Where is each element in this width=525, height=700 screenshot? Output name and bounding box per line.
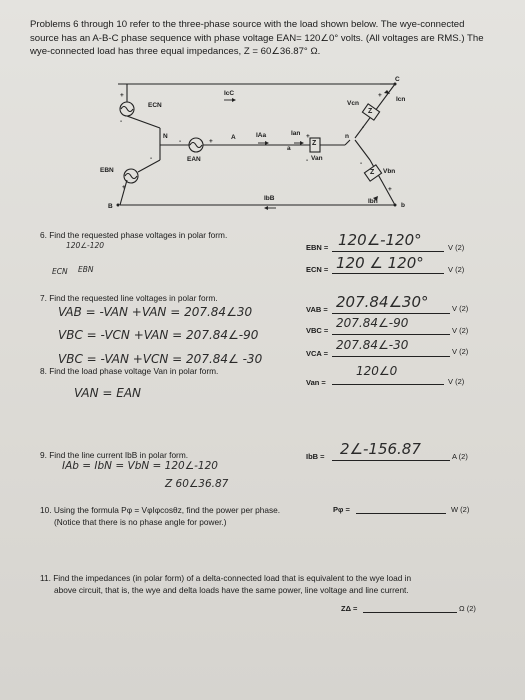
q6-ecn-answer: 120 ∠ 120°	[336, 254, 424, 272]
q11-unit: Ω (2)	[459, 604, 476, 613]
polarity-minus: -	[120, 118, 123, 125]
label-node-n: n	[345, 133, 349, 140]
q11-z-blank	[363, 612, 457, 613]
label-z-an: Z	[312, 140, 317, 147]
q7-vab-blank	[332, 313, 450, 314]
q9-ibb-answer: 2∠-156.87	[340, 440, 421, 458]
q7-unit-3: V (2)	[452, 347, 469, 356]
polarity-minus: -	[362, 124, 365, 131]
q7-vab-answer: 207.84∠30°	[336, 293, 429, 311]
q7-work-3: VBC = -VAN +VCN = 207.84∠ -30	[58, 352, 263, 366]
q7-vbc-blank	[332, 334, 450, 335]
q8-van-label: Van =	[306, 378, 326, 387]
q6-unit-1: V (2)	[448, 243, 465, 252]
intro-line-2: source has an A-B-C phase sequence with phase voltage EAN= 120∠0° volts. (All voltages are RMS.) The	[30, 32, 484, 44]
three-phase-circuit-diagram	[0, 0, 525, 230]
polarity-plus: +	[388, 186, 392, 193]
label-node-c: C	[395, 76, 400, 83]
q6-work-1: 120∠-120	[66, 241, 105, 250]
polarity-plus: +	[209, 138, 213, 145]
polarity-plus: +	[122, 184, 126, 191]
label-current-icn: Icn	[396, 96, 406, 103]
q10-p-blank	[356, 513, 446, 514]
q10-p-label: Pφ =	[333, 505, 350, 514]
q6-ecn-blank	[332, 273, 444, 274]
q9-ibb-label: IbB =	[306, 452, 325, 461]
polarity-minus: -	[306, 157, 309, 164]
label-voltage-vcn: Vcn	[347, 100, 359, 107]
label-current-ian: Ian	[291, 130, 301, 137]
q7-vbc-label: VBC =	[306, 326, 329, 335]
q6-ebn-blank	[332, 251, 444, 252]
q7-unit-1: V (2)	[452, 304, 469, 313]
label-node-b-load: b	[401, 202, 405, 209]
label-current-ibb: IbB	[264, 195, 275, 202]
q9-unit: A (2)	[452, 452, 468, 461]
q7-vca-label: VCA =	[306, 349, 329, 358]
q7-work-1: VAB = -VAN +VAN = 207.84∠30	[58, 305, 253, 319]
q10-unit: W (2)	[451, 505, 470, 514]
label-source-ebn: EBN	[100, 167, 114, 174]
label-z-cn: Z	[368, 108, 373, 115]
label-z-bn: Z	[370, 169, 375, 176]
label-source-ean: EAN	[187, 156, 201, 163]
label-voltage-van: Van	[311, 155, 323, 162]
label-node-a: a	[287, 145, 291, 152]
question-10: 10. Using the formula Pφ = VφIφcosθz, find the power per phase.	[40, 505, 281, 515]
q7-vca-blank	[332, 356, 450, 357]
label-current-icc: IcC	[224, 90, 235, 97]
question-6: 6. Find the requested phase voltages in polar form.	[40, 230, 228, 240]
q8-van-blank	[332, 384, 444, 385]
label-node-B: B	[108, 203, 113, 210]
label-voltage-vbn: Vbn	[383, 168, 396, 175]
question-8: 8. Find the load phase voltage Van in polar form.	[40, 366, 219, 376]
polarity-plus: +	[378, 92, 382, 99]
q11-z-label: ZΔ =	[341, 604, 358, 613]
q6-ebn-label: EBN =	[306, 243, 329, 252]
q6-work-3: EBN	[78, 265, 94, 274]
q9-ibb-blank	[332, 460, 450, 461]
q7-work-2: VBC = -VCN +VAN = 207.84∠-90	[58, 328, 259, 342]
question-7: 7. Find the requested line voltages in polar form.	[40, 293, 218, 303]
question-11: 11. Find the impedances (in polar form) of a delta-connected load that is equivalent to the wye load in	[40, 573, 412, 583]
label-current-iaa: IAa	[256, 132, 267, 139]
label-node-A: A	[231, 134, 236, 141]
polarity-minus: -	[360, 160, 363, 167]
q8-work: VAN = EAN	[74, 386, 142, 400]
polarity-plus: +	[120, 92, 124, 99]
q7-vbc-answer: 207.84∠-90	[336, 316, 409, 330]
question-10-note: (Notice that there is no phase angle for power.)	[54, 517, 227, 527]
q7-unit-2: V (2)	[452, 326, 469, 335]
q6-ebn-answer: 120∠-120°	[338, 231, 422, 249]
polarity-minus: -	[150, 155, 153, 162]
intro-line-1: Problems 6 through 10 refer to the three-phase source with the load shown below. The wye-connected	[30, 19, 465, 30]
q9-work-2: Z 60∠36.87	[165, 478, 229, 490]
q9-work-1: IAb = IbN = VbN = 120∠-120	[62, 460, 218, 472]
label-current-ibn: Ibn	[368, 198, 378, 205]
label-node-N: N	[163, 133, 168, 140]
q8-van-answer: 120∠0	[356, 364, 398, 378]
question-9: 9. Find the line current IbB in polar form.	[40, 450, 189, 460]
q8-unit: V (2)	[448, 377, 465, 386]
polarity-minus: -	[179, 138, 182, 145]
q7-vca-answer: 207.84∠-30	[336, 338, 409, 352]
polarity-plus: +	[306, 133, 310, 140]
question-11-line-2: above circuit, that is, the wye and delta loads have the same power, line voltage and line current.	[54, 585, 409, 595]
label-source-ecn: ECN	[148, 102, 162, 109]
intro-line-3: wye-connected load has three equal impedances, Z = 60∠36.87° Ω.	[30, 46, 321, 57]
q7-vab-label: VAB =	[306, 305, 328, 314]
q6-unit-2: V (2)	[448, 265, 465, 274]
q6-work-2: ECN	[52, 267, 68, 276]
q6-ecn-label: ECN =	[306, 265, 329, 274]
